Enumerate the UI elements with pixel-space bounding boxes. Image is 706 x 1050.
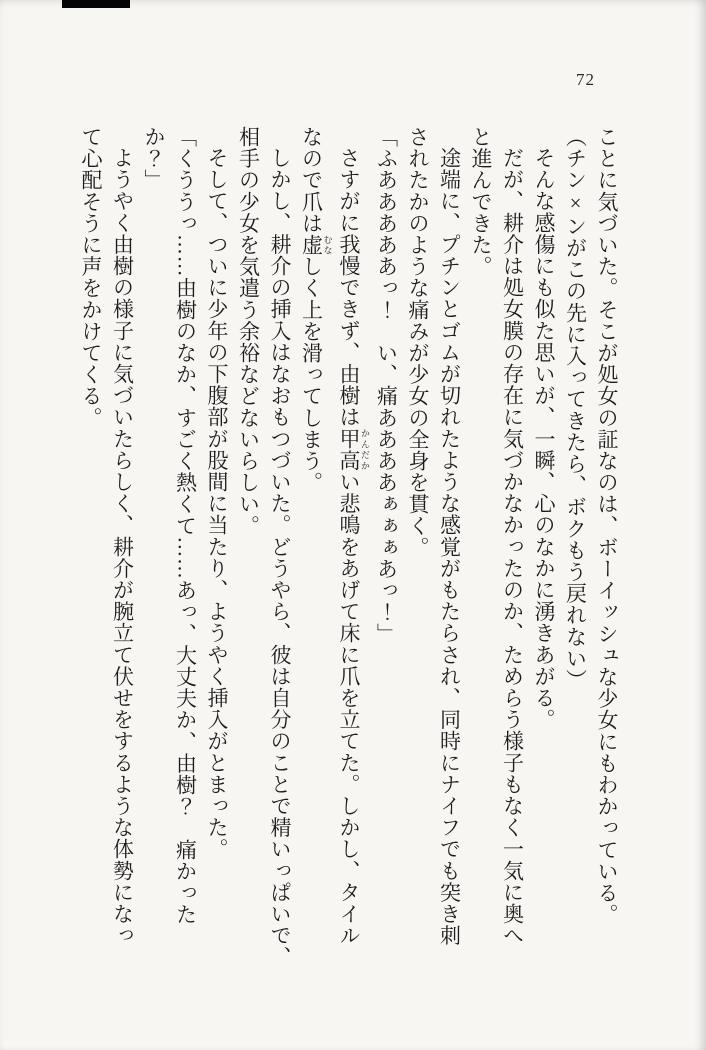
text-line: て心配そうに声をかけてくる。 <box>79 126 103 429</box>
text-line: （チン×ンがこの先に入ってきたら、ボクもう戻れない） <box>563 126 588 691</box>
page-number: 72 <box>576 70 595 89</box>
ruby-annotated-word: 虚 むな <box>299 234 333 256</box>
text-line: 途端に、プチンとゴムが切れたような感覚がもたらされ、同時にナイフでも突き刺 <box>437 147 462 947</box>
text-line: か？」 <box>142 126 166 191</box>
text-line: 「くううっ……由樹のなか、すごく熱くて……あっ、大丈夫か、由樹？ 痛かった <box>173 126 198 926</box>
text-line: 相手の少女を気遣う余裕などないらしい。 <box>236 126 261 537</box>
text-line: さすがに我慢できず、由樹は甲高 かんだかい悲鳴をあげて床に爪を立てた。しかし、タイル <box>337 147 370 947</box>
text-line: そんな感傷にも似た思いが、一瞬、心のなかに湧きあがる。 <box>532 147 556 731</box>
ruby-annotated-word: 甲高 かんだか <box>337 427 370 472</box>
text-line: されたかのような痛みが少女の全身を貫く。 <box>406 126 430 558</box>
scan-artifact-bar <box>62 0 130 8</box>
text-line: ことに気づいた。そこが処女の証なのは、ボーイッシュな少女にもわかっている。 <box>595 126 619 926</box>
text-line: しかし、耕介の挿入はなおもつづいた。どうやら、彼は自分のことで精いっぱいで、 <box>268 147 292 968</box>
text-line: 「ふあああああっ！ い、痛ああああぁぁぁあっ！」 <box>374 126 399 645</box>
body-text <box>75 126 623 982</box>
text-line: そして、ついに少年の下腹部が股間に当たり、ようやく挿入がとまった。 <box>205 147 229 860</box>
text-line: だが、耕介は処女膜の存在に気づかなかったのか、ためらう様子もなく一気に奥へ <box>500 147 525 947</box>
text-line: なので爪は虚 むなしく上を滑ってしまう。 <box>299 126 333 494</box>
text-line: ようやく由樹の様子に気づいたらしく、耕介が腕立て伏せをするような体勢になっ <box>110 147 135 947</box>
text-line: と進んできた。 <box>469 126 493 278</box>
